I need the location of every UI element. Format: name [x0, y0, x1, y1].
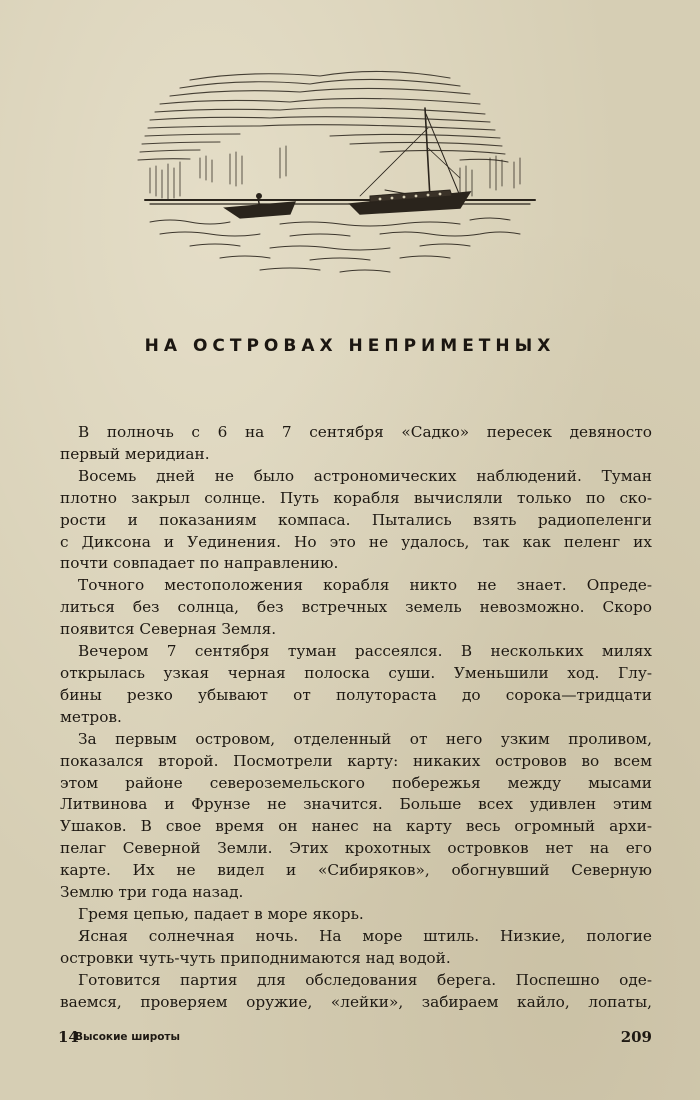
text-line: бины резко убывают от полутораста до сорока—тридцати [60, 685, 652, 704]
page-number: 209 [620, 1028, 652, 1046]
text-line: первый меридиан. [60, 444, 210, 463]
page-footer [58, 1028, 652, 1052]
text-line: Землю три года назад. [60, 883, 244, 902]
text-line: Ясная солнечная ночь. На море штиль. Низкие, пологие [78, 926, 652, 945]
text-line: Гремя цепью, падает в море якорь. [78, 904, 364, 923]
text-line: появится Северная Земля. [60, 620, 277, 639]
text-line: Точного местоположения корабля никто не знает. Опреде- [78, 576, 652, 595]
text-line: плотно закрыл солнце. Путь корабля вычисляли только по ско- [60, 488, 652, 507]
text-line: пелаг Северной Земли. Этих крохотных островков нет на его [60, 839, 652, 858]
text-line: с Диксона и Уединения. Но это не удалось, так как пеленг их [60, 532, 652, 551]
text-line: Готовится партия для обследования берега. Поспешно оде- [78, 970, 652, 989]
text-line: островки чуть-чуть приподнимаются над водой. [60, 948, 451, 967]
text-line: Литвинова и Фрунзе не значится. Больше всех удивлен этим [60, 795, 652, 814]
text-line: ваемся, проверяем оружие, «лейки», забираем кайло, лопаты, [60, 992, 652, 1011]
text-line: этом районе североземельского побережья между мысами [60, 773, 652, 792]
text-line: В полночь с 6 на 7 сентября «Садко» пересек девяносто [78, 423, 652, 441]
text-line: Вечером 7 сентября туман рассеялся. В нескольких милях [78, 642, 652, 661]
chapter-title: НА ОСТРОВАХ НЕПРИМЕТНЫХ [144, 336, 556, 356]
text-line: открылась узкая черная полоска суши. Уменьшили ход. Глу- [60, 663, 652, 682]
text-line: Восемь дней не было астрономических наблюдений. Туман [78, 466, 652, 485]
text-line: почти совпадает по направлению. [60, 554, 339, 573]
text-line: рости и показаниям компаса. Пытались взять радиопеленги [60, 510, 652, 529]
text-line: карте. Их не видел и «Сибиряков», обогнувший Северную [60, 861, 652, 880]
text-line: литься без солнца, без встречных земель невозможно. Скоро [60, 598, 652, 617]
text-line: показался второй. Посмотрели карту: никаких островов во всем [60, 751, 652, 770]
text-line: За первым островом, отделенный от него узким проливом, [78, 729, 652, 748]
ship-engraving-illustration [130, 58, 550, 288]
body-text [60, 422, 652, 1013]
signature-number: 14 [58, 1028, 79, 1046]
text-line: метров. [60, 707, 122, 726]
text-line: Ушаков. В свое время он нанес на карту весь огромный архи- [60, 817, 652, 836]
signature-title: Высокие широты [75, 1031, 181, 1043]
